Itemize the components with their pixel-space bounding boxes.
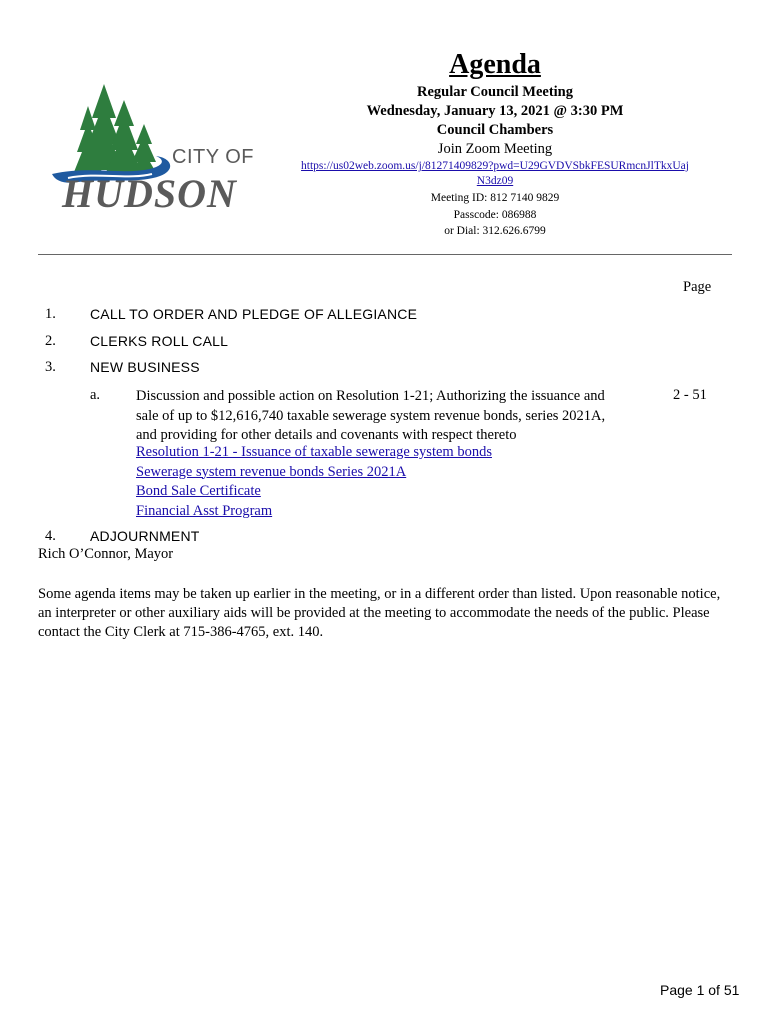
item-number: 2. <box>45 333 56 349</box>
attachment-link[interactable]: Financial Asst Program <box>136 502 273 519</box>
item-label: CALL TO ORDER AND PLEDGE OF ALLEGIANCE <box>90 306 418 322</box>
agenda-title: Agenda <box>449 49 541 80</box>
sub-item-description: Discussion and possible action on Resolution 1-21; Authorizing the issuance and sale of up to $12,616,740 taxable sewerage system revenue bonds, series 2021A, and providing for other details and covenants with respect thereto <box>136 388 606 443</box>
mayor-signature: Rich O’Connor, Mayor <box>38 546 174 562</box>
passcode: Passcode: 086988 <box>453 208 537 221</box>
meeting-type: Regular Council Meeting <box>417 84 573 100</box>
header-divider <box>38 254 732 255</box>
agenda-header <box>280 50 710 240</box>
page-column-label: Page <box>683 279 712 295</box>
zoom-link[interactable] <box>280 159 710 189</box>
attachment-link[interactable]: Bond Sale Certificate <box>136 483 261 499</box>
zoom-link-line2[interactable]: N3dz09 <box>476 175 514 187</box>
attachment-link[interactable]: Resolution 1-21 - Issuance of taxable sewerage system bonds <box>136 444 492 460</box>
join-zoom-label: Join Zoom Meeting <box>437 141 553 157</box>
attachment-links <box>136 443 492 521</box>
item-number: 3. <box>45 359 56 375</box>
accessibility-notice: Some agenda items may be taken up earlier in the meeting, or in a different order than listed. Upon reasonable notice, an interpreter or other auxiliary aids will be provided at the meeting to accommodate the needs of the public. Please contact the City Clerk at 715-386-4765, ext. 140. <box>38 586 721 640</box>
meeting-location: Council Chambers <box>436 122 554 138</box>
meeting-date-time: Wednesday, January 13, 2021 @ 3:30 PM <box>366 103 624 119</box>
item-number: 4. <box>45 528 56 544</box>
item-label: ADJOURNMENT <box>90 528 200 544</box>
item-label: NEW BUSINESS <box>90 359 200 375</box>
meeting-id: Meeting ID: 812 7140 9829 <box>430 192 560 204</box>
city-logo <box>48 78 280 218</box>
logo-hudson: HUDSON <box>62 171 237 216</box>
zoom-link-line1[interactable]: https://us02web.zoom.us/j/81271409829?pwd=U29GVDVSbkFESURmcnJlTkxUaj <box>301 160 689 172</box>
page-number: Page 1 of 51 <box>660 982 740 998</box>
dial-number: or Dial: 312.626.6799 <box>444 225 546 237</box>
sub-item-pages: 2 - 51 <box>673 387 707 403</box>
item-number: 1. <box>45 306 56 322</box>
attachment-link[interactable]: Sewerage system revenue bonds Series 2021A <box>136 463 407 480</box>
item-label: CLERKS ROLL CALL <box>90 333 229 349</box>
logo-city-of: CITY OF <box>172 146 255 168</box>
sub-item-letter: a. <box>90 387 101 403</box>
